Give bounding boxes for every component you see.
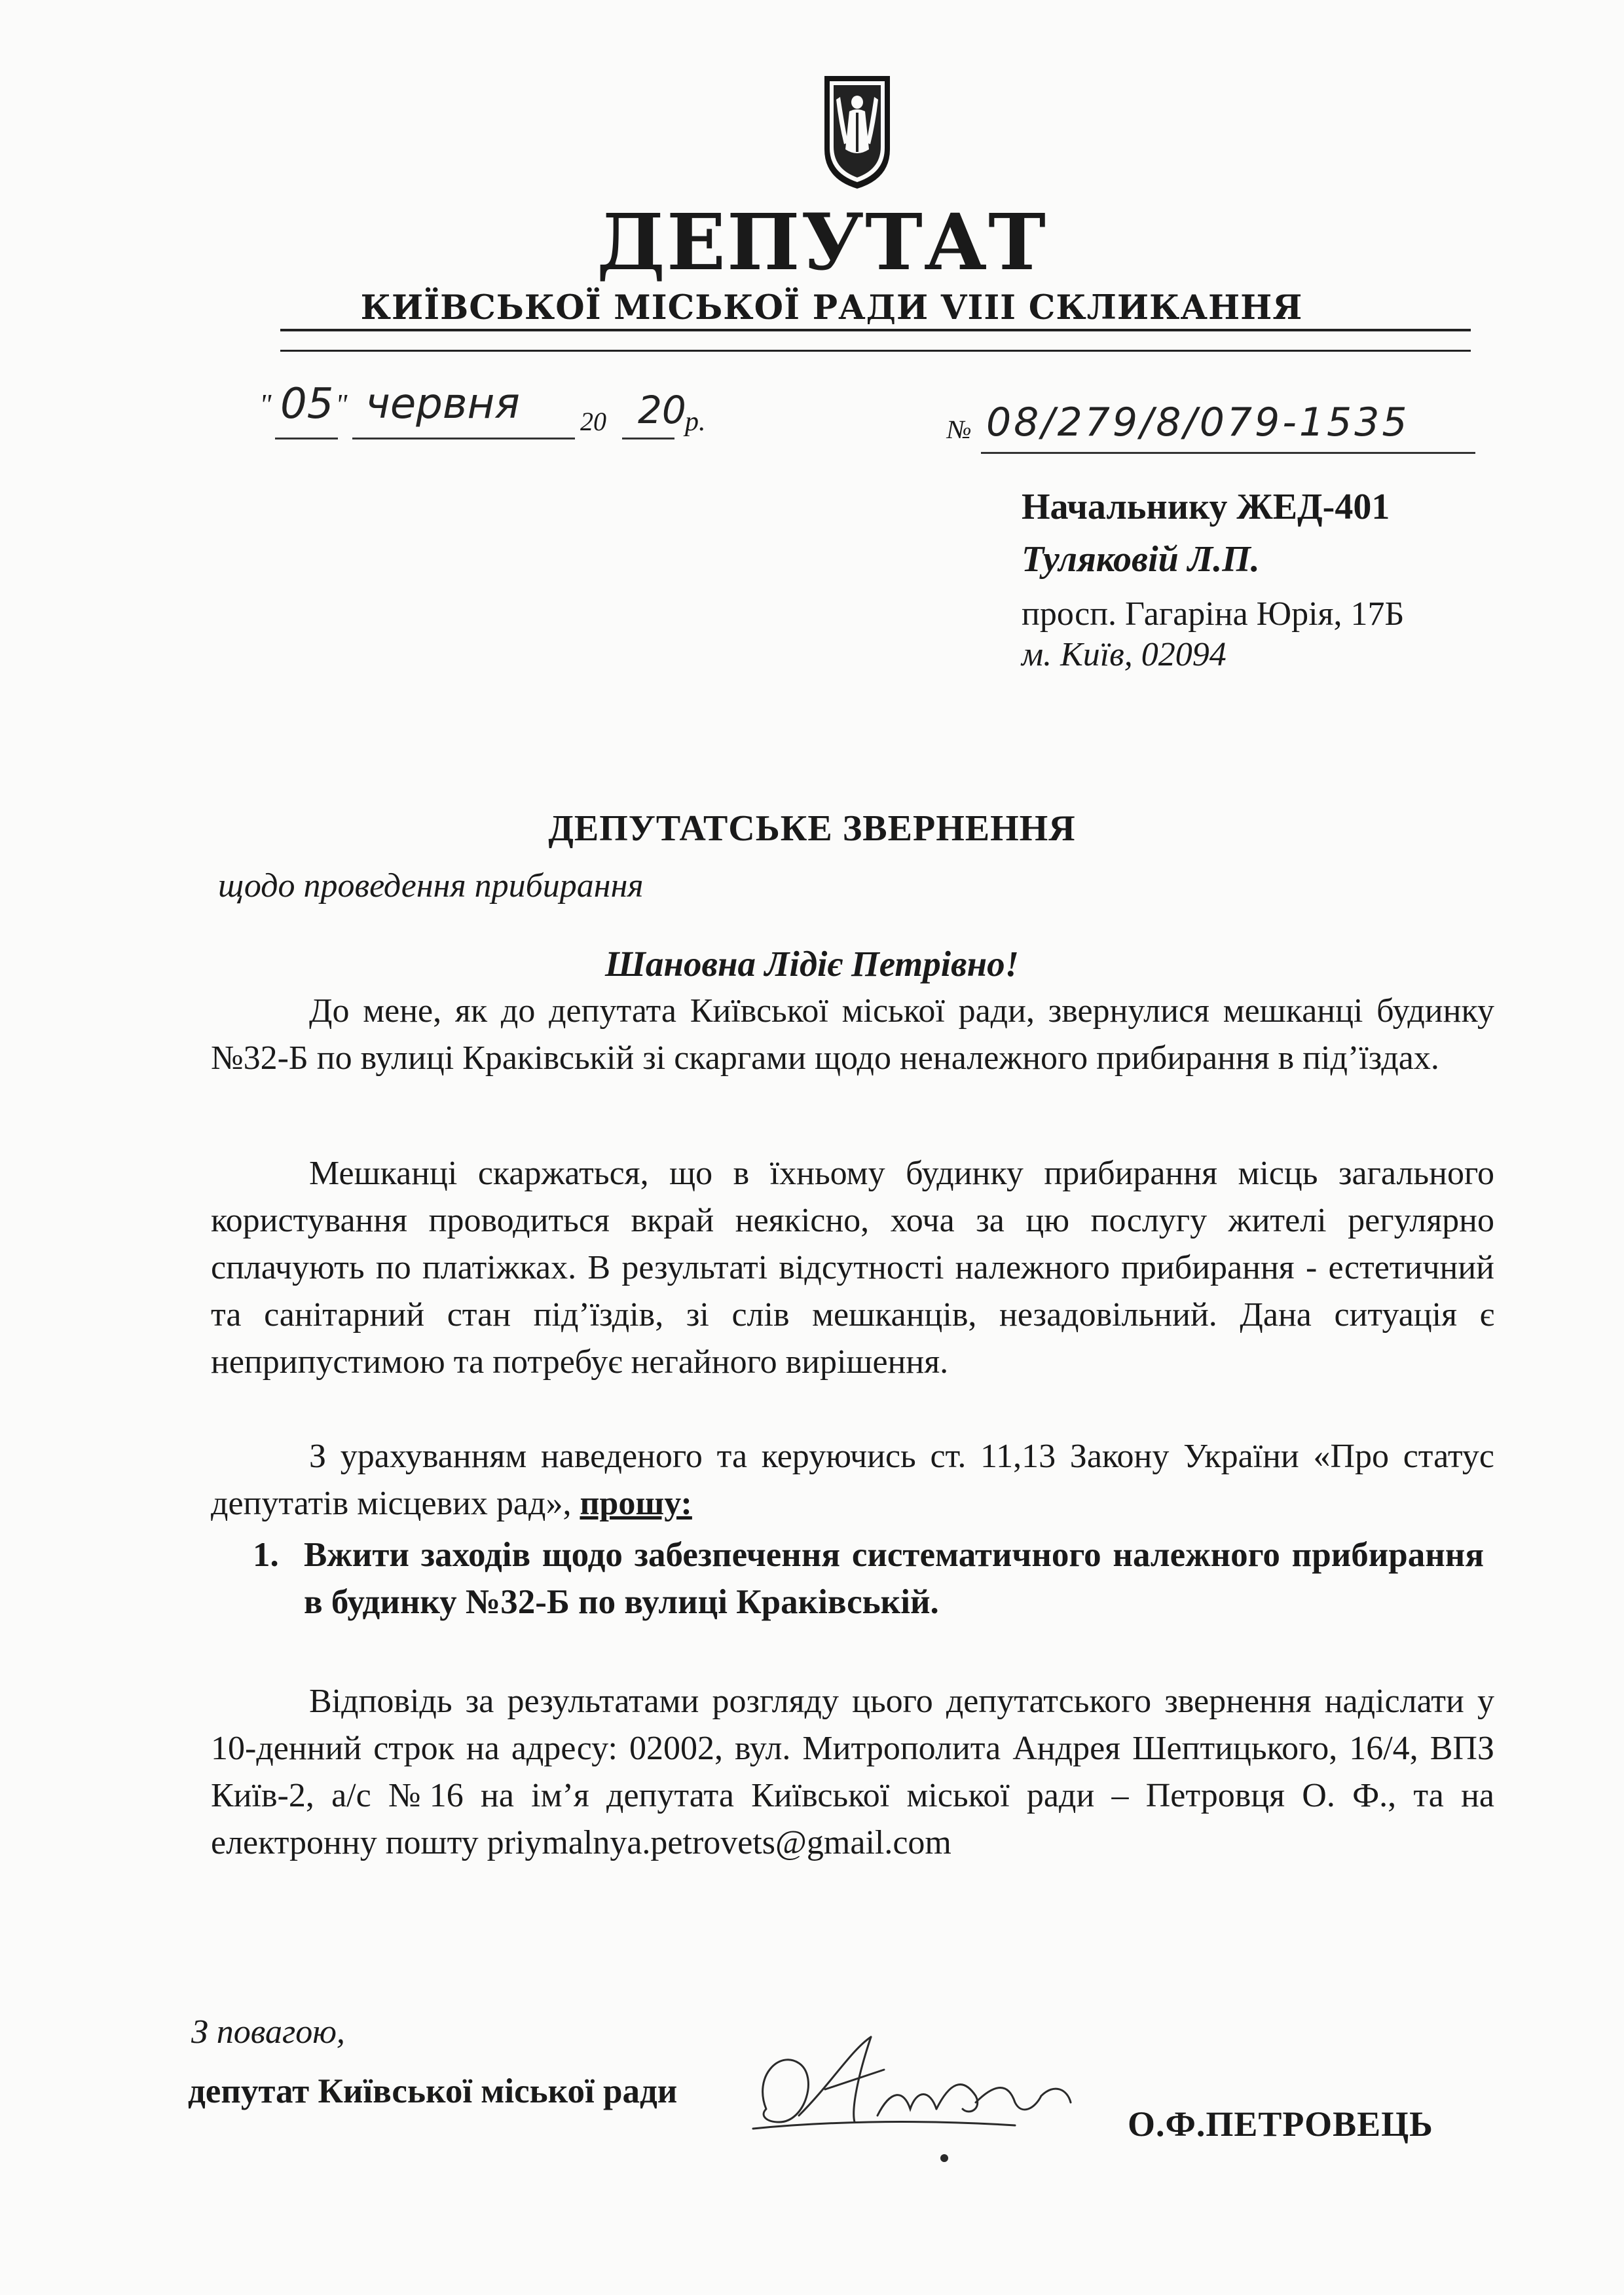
header-title: ДЕПУТАТ	[597, 196, 1047, 288]
date-year-unit: р.	[685, 407, 706, 437]
letter-subject: щодо проведення прибирання	[218, 867, 644, 905]
recipient-position: Начальнику ЖЕД-401	[1022, 487, 1390, 527]
paragraph-4: Відповідь за результатами розгляду цього депутатського звернення надіслати у 10-денний строк на адресу: 02002, вул. Митрополита Андрея Шептицького, 16/4, ВПЗ Київ-2, а/с №16 на ім’я депутата Київської міської ради – Петровця О. Ф., та на електронну пошту priymalnya.petrovets@gmail.com	[211, 1683, 1494, 1861]
signature-name: О.Ф.ПЕТРОВЕЦЬ	[1128, 2104, 1433, 2144]
date-month: червня	[365, 380, 520, 428]
header-rule-bottom	[280, 350, 1471, 352]
signature-role: депутат Київської міської ради	[188, 2072, 678, 2110]
request-item-number: 1.	[253, 1536, 279, 1574]
handwritten-signature	[740, 2011, 1107, 2168]
request-item-1	[253, 1531, 1484, 1626]
request-word: прошу:	[580, 1485, 692, 1522]
date-month-underline	[352, 438, 575, 439]
recipient-street: просп. Гагаріна Юрія, 17Б	[1022, 595, 1405, 633]
number-underline	[981, 452, 1475, 454]
letter-title: ДЕПУТАТСЬКЕ ЗВЕРНЕННЯ	[548, 808, 1076, 849]
header-subtitle: КИЇВСЬКОЇ МІСЬКОЇ РАДИ VIII СКЛИКАННЯ	[360, 288, 1303, 327]
document-number: 08/279/8/079-1535	[986, 400, 1410, 445]
recipient-name: Туляковій Л.П.	[1022, 539, 1260, 580]
header-rule-top	[280, 329, 1471, 331]
request-item-text: Вжити заходів щодо забезпечення систематичного належного прибирання в будинку №32-Б по вулиці Краківській.	[304, 1536, 1484, 1621]
paragraph-3: З урахуванням наведеного та керуючись ст. 11,13 Закону України «Про статус депутатів місцевих рад», прошу:	[211, 1438, 1494, 1522]
number-label: №	[947, 415, 972, 444]
date-year-underline	[622, 438, 674, 439]
date-year-prefix: 20	[580, 407, 606, 436]
recipient-city: м. Київ, 02094	[1022, 636, 1227, 673]
date-quote-close: "	[335, 388, 348, 420]
letter-greeting: Шановна Лідіє Петрівно!	[604, 944, 1020, 984]
date-year-suffix: 20	[638, 388, 686, 432]
kyiv-coat-of-arms-icon	[821, 71, 894, 192]
date-quote-open: "	[259, 388, 272, 420]
paragraph-2: Мешканці скаржаться, що в їхньому будинку прибирання місць загального користування проводиться вкрай неякісно, хоча за цю послугу жителі регулярно сплачують по платіжках. В результаті відсутності належного прибирання - естетичний та санітарний стан під’їздів, зі слів мешканців, незадовільний. Дана ситуація є неприпустимою та потребує негайного вирішення.	[211, 1155, 1494, 1381]
date-day: 05	[280, 380, 334, 428]
date-day-underline	[275, 438, 338, 439]
signature-regards: З повагою,	[191, 2013, 345, 2051]
paragraph-1: До мене, як до депутата Київської міської ради, звернулися мешканці будинку №32-Б по вулиці Краківській зі скаргами щодо неналежного прибирання в під’їздах.	[211, 992, 1494, 1077]
